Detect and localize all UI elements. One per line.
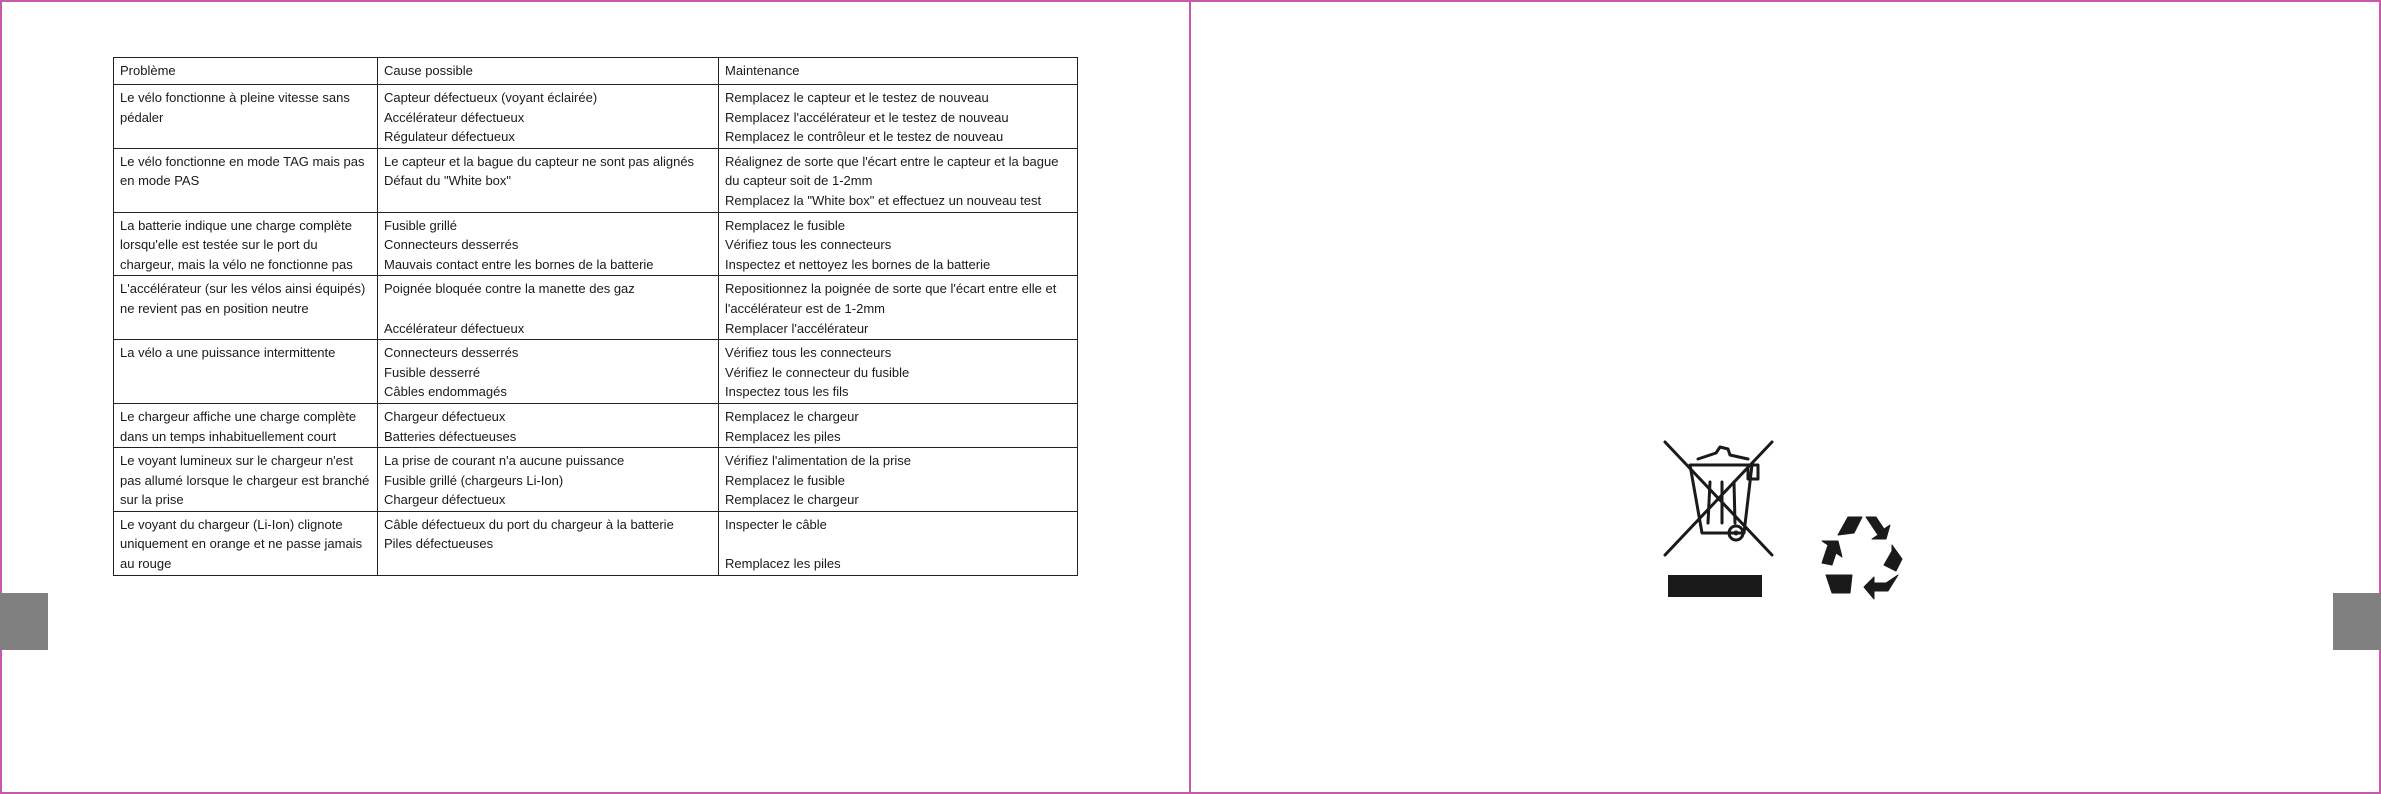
cause-line [384,191,712,211]
cause-line: Chargeur défectueux [384,492,506,508]
cause-line: Chargeur défectueux [384,408,506,424]
maintenance-line: Remplacez le contrôleur et le testez de nouveau [725,129,1004,145]
maintenance-line: Remplacer l'accélérateur [725,320,869,336]
cause-cell [378,340,719,404]
problem-cell: L'accélérateur (sur les vélos ainsi équipés) ne revient pas en position neutre [114,276,378,340]
maintenance-line: Remplacez les piles [725,428,841,444]
problem-cell: Le voyant du chargeur (Li-Ion) clignote uniquement en orange et ne passe jamais au rouge [114,511,378,575]
cause-cell [378,403,719,447]
weee-crossed-bin-icon [1660,437,1780,602]
troubleshooting-table [113,57,1078,576]
maintenance-line: Remplacez le chargeur [725,492,859,508]
problem-cell: La batterie indique une charge complète lorsqu'elle est testée sur le port du chargeur, mais la vélo ne fonctionne pas [114,212,378,276]
maintenance-line: Remplacez les piles [725,556,841,572]
cause-line: La prise de courant n'a aucune puissance [384,453,625,469]
maintenance-cell [719,148,1078,212]
maintenance-line: Remplacez le fusible [725,217,845,233]
problem-cell: La vélo a une puissance intermittente [114,340,378,404]
right-edge-tab [2333,593,2381,650]
maintenance-line: Remplacez le fusible [725,472,845,488]
maintenance-cell [719,340,1078,404]
table-row [114,212,1078,276]
maintenance-cell [719,403,1078,447]
cause-cell [378,85,719,149]
problem-cell: Le voyant lumineux sur le chargeur n'est pas allumé lorsque le chargeur est branché sur la prise [114,448,378,512]
maintenance-cell [719,511,1078,575]
cause-line: Mauvais contact entre les bornes de la batterie [384,256,654,272]
cause-line: Fusible grillé (chargeurs Li-Ion) [384,472,564,488]
table-row [114,448,1078,512]
left-edge-tab [0,593,48,650]
table-header-row [114,58,1078,85]
maintenance-line: Inspecter le câble [725,516,827,532]
cause-line: Fusible grillé [384,217,457,233]
table-row [114,85,1078,149]
maintenance-cell [719,448,1078,512]
cause-line: Câble défectueux du port du chargeur à la batterie [384,516,674,532]
cause-line: Câbles endommagés [384,384,507,400]
table-row [114,511,1078,575]
maintenance-line: Remplacez le chargeur [725,408,859,424]
maintenance-line: Vérifiez l'alimentation de la prise [725,453,912,469]
maintenance-cell [719,276,1078,340]
cause-line [384,554,712,574]
cause-cell [378,276,719,340]
cause-line: Poignée bloquée contre la manette des gaz [384,281,635,297]
maintenance-line: Inspectez tous les fils [725,384,849,400]
maintenance-line: Vérifiez le connecteur du fusible [725,364,910,380]
maintenance-line: du capteur soit de 1-2mm [725,173,873,189]
right-page [1189,0,2381,794]
maintenance-line: Remplacez la "White box" et effectuez un nouveau test [725,192,1042,208]
maintenance-line: Réalignez de sorte que l'écart entre le capteur et la bague [725,153,1059,169]
cause-line: Accélérateur défectueux [384,320,525,336]
cause-line: Connecteurs desserrés [384,345,519,361]
maintenance-line: l'accélérateur est de 1-2mm [725,300,885,316]
cause-cell [378,148,719,212]
maintenance-cell [719,85,1078,149]
cause-cell [378,511,719,575]
maintenance-line: Vérifiez tous les connecteurs [725,345,892,361]
cause-line: Défaut du "White box" [384,173,512,189]
cause-line: Connecteurs desserrés [384,237,519,253]
cause-line: Le capteur et la bague du capteur ne sont pas alignés [384,153,695,169]
table-row [114,403,1078,447]
problem-cell: Le vélo fonctionne à pleine vitesse sans pédaler [114,85,378,149]
table-body [114,85,1078,576]
cause-cell [378,212,719,276]
cause-line: Fusible desserré [384,364,481,380]
maintenance-line: Repositionnez la poignée de sorte que l'écart entre elle et [725,281,1057,297]
header-cause: Cause possible [378,58,719,85]
maintenance-cell [719,212,1078,276]
maintenance-line: Remplacez le capteur et le testez de nouveau [725,90,989,105]
cause-line: Accélérateur défectueux [384,109,525,125]
problem-cell: Le chargeur affiche une charge complète dans un temps inhabituellement court [114,403,378,447]
recycling-icon [1818,515,1910,603]
cause-line: Régulateur défectueux [384,129,515,145]
header-maintenance: Maintenance [719,58,1078,85]
maintenance-line: Inspectez et nettoyez les bornes de la batterie [725,256,991,272]
table-row [114,148,1078,212]
problem-cell: Le vélo fonctionne en mode TAG mais pas en mode PAS [114,148,378,212]
cause-line [384,299,712,319]
cause-line: Batteries défectueuses [384,428,517,444]
cause-line: Piles défectueuses [384,536,494,552]
cause-cell [378,448,719,512]
maintenance-line [725,534,1071,554]
maintenance-line: Remplacez l'accélérateur et le testez de nouveau [725,109,1009,125]
maintenance-line: Vérifiez tous les connecteurs [725,237,892,253]
cause-line: Capteur défectueux (voyant éclairée) [384,90,598,105]
table-row [114,340,1078,404]
table-row [114,276,1078,340]
header-problem: Problème [114,58,378,85]
